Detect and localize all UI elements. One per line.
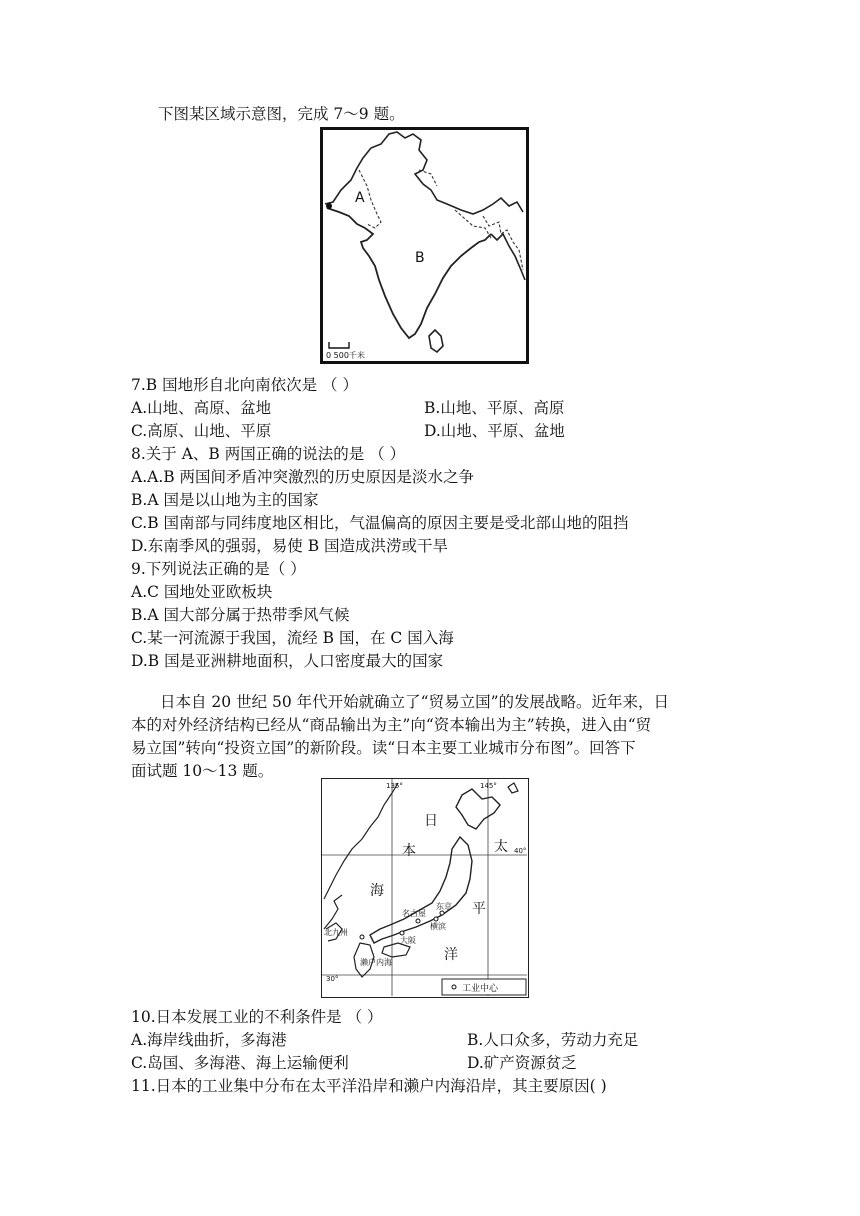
city-label-nagoya: 名古屋: [402, 909, 426, 918]
q11-stem: 11.日本的工业集中分布在太平洋沿岸和濑户内海沿岸，其主要原因( ): [131, 1077, 607, 1095]
q8-option-a: A.A.B 两国间矛盾冲突激烈的历史原因是淡水之争: [131, 468, 475, 486]
lon-145-label: 145°: [480, 782, 497, 790]
q8-option-c: C.B 国南部与同纬度地区相比，气温偏高的原因主要是受北部山地的阻挡: [131, 514, 629, 532]
city-label-yokohama: 横滨: [430, 922, 446, 931]
q10-option-d: D.矿产资源贫乏: [467, 1054, 577, 1072]
q10-stem: 10.日本发展工业的不利条件是 （ ）: [131, 1008, 383, 1026]
ocean-label-yang: 洋: [444, 947, 458, 963]
legend-label: 工业中心: [462, 984, 499, 994]
lat-30-label: 30°: [326, 975, 339, 983]
city-label-setonaikai: 濑户内海: [360, 958, 392, 967]
q8-option-d: D.东南季风的强弱，易使 B 国造成洪涝或干旱: [131, 537, 449, 555]
intro-text-2-line-4: 面试题 10～13 题。: [131, 762, 274, 780]
sea-label-ben: 本: [402, 843, 416, 859]
q7-option-c: C.高原、山地、平原: [131, 422, 272, 440]
q8-option-b: B.A 国是以山地为主的国家: [131, 491, 319, 509]
lon-135-label: 135°: [386, 782, 403, 790]
sea-label-ri: 日: [424, 813, 438, 829]
q10-option-b: B.人口众多，劳动力充足: [467, 1031, 639, 1049]
q10-option-a: A.海岸线曲折，多海港: [131, 1031, 287, 1049]
scale-label: 0 500千米: [326, 351, 365, 360]
label-b: B: [415, 250, 425, 266]
lat-40-label: 40°: [514, 847, 527, 855]
sea-label-hai: 海: [370, 883, 384, 899]
japan-industry-map: [321, 778, 529, 998]
intro-text-1: 下图某区域示意图，完成 7～9 题。: [158, 105, 405, 123]
label-a: A: [355, 190, 365, 206]
city-label-kitakyushu: 北九州: [324, 928, 348, 937]
south-asia-map-drawing: [323, 130, 526, 361]
ocean-label-tai: 太: [494, 839, 508, 855]
intro-text-2-line-3: 易立国”转向“投资立国”的新阶段。读“日本主要工业城市分布图”。回答下: [131, 739, 636, 757]
intro-text-2-line-2: 本的对外经济结构已经从“商品输出为主”向“资本输出为主”转换，进入由“贸: [131, 716, 652, 734]
q9-option-c: C.某一河流源于我国，流经 B 国，在 C 国入海: [131, 629, 454, 647]
q7-option-d: D.山地、平原、盆地: [424, 422, 565, 440]
q9-stem: 9.下列说法正确的是（ ）: [131, 560, 306, 578]
intro-text-2-line-1: 日本自 20 世纪 50 年代开始就确立了“贸易立国”的发展战略。近年来，日: [160, 693, 670, 711]
q9-option-b: B.A 国大部分属于热带季风气候: [131, 606, 350, 624]
city-label-tokyo: 东京: [436, 902, 452, 911]
south-asia-map: [320, 127, 529, 364]
q7-option-a: A.山地、高原、盆地: [131, 399, 272, 417]
q9-option-a: A.C 国地处亚欧板块: [131, 583, 273, 601]
japan-map-drawing: [322, 779, 527, 996]
city-label-osaka: 大阪: [400, 936, 416, 945]
q9-option-d: D.B 国是亚洲耕地面积，人口密度最大的国家: [131, 652, 444, 670]
q7-stem: 7.B 国地形自北向南依次是 （ ）: [131, 376, 358, 394]
q8-stem: 8.关于 A、B 两国正确的说法的是 （ ）: [131, 445, 406, 463]
ocean-label-ping: 平: [472, 901, 486, 917]
q7-option-b: B.山地、平原、高原: [424, 399, 565, 417]
q10-option-c: C.岛国、多海港、海上运输便利: [131, 1054, 349, 1072]
